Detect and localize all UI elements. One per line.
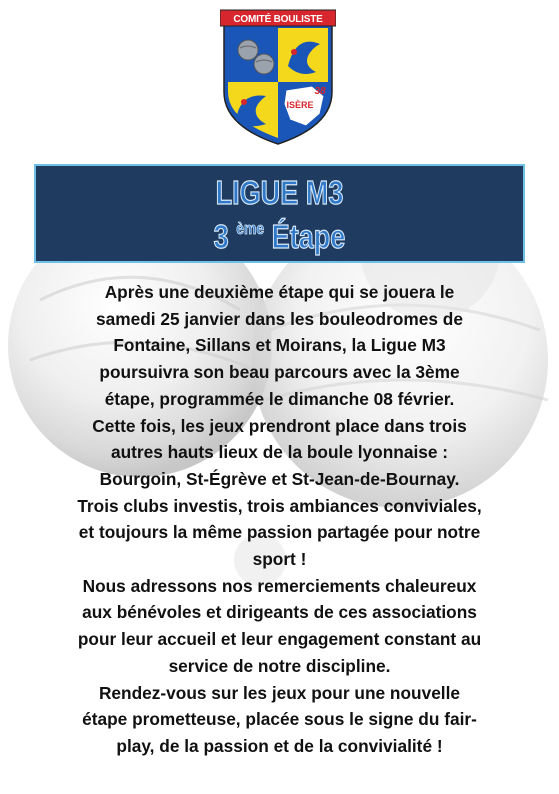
- title-league: LIGUE M3: [215, 174, 344, 211]
- body-line: et toujours la même passion partagée pour notre: [78, 522, 481, 543]
- body-line: samedi 25 janvier dans les bouleodromes de: [96, 308, 463, 329]
- title-box: [34, 164, 525, 263]
- body-line: Après une deuxième étape qui se jouera le: [104, 282, 455, 302]
- body-line: poursuivra son beau parcours avec la 3ème: [99, 362, 460, 383]
- body-line: aux bénévoles et dirigeants de ces associations: [82, 602, 477, 623]
- title-stage: [80, 211, 479, 255]
- body-line: Rendez-vous sur les jeux pour une nouvelle: [98, 682, 461, 703]
- body-line: sport !: [252, 549, 307, 570]
- body-text: [20, 279, 539, 760]
- body-line: étape prometteuse, placée sous le signe du fair-: [82, 709, 477, 730]
- logo-badge-number: 38: [314, 86, 326, 97]
- body-line: Trois clubs investis, trois ambiances conviviales,: [77, 495, 482, 516]
- logo-banner-text: COMITÉ BOULISTE: [233, 14, 323, 25]
- title-stage-number: 3: [213, 218, 229, 255]
- body-line: play, de la passion et de la convivialité !: [116, 735, 443, 756]
- comite-bouliste-isere-logo: [220, 8, 336, 146]
- title-stage-word: Étape: [271, 218, 346, 255]
- title-stage-superscript: ème: [236, 219, 265, 238]
- body-line: Fontaine, Sillans et Moirans, la Ligue M3: [113, 335, 446, 356]
- body-line: pour leur accueil et leur engagement constant au: [77, 629, 482, 650]
- body-line: Bourgoin, St-Égrève et St-Jean-de-Bournay.: [99, 468, 460, 489]
- body-line: Cette fois, les jeux prendront place dans trois: [92, 415, 467, 436]
- logo-badge-text: ISÈRE: [286, 100, 314, 110]
- body-line: service de notre discipline.: [168, 655, 391, 676]
- body-line: autres hauts lieux de la boule lyonnaise :: [110, 442, 449, 463]
- body-line: étape, programmée le dimanche 08 février.: [104, 388, 455, 409]
- body-line: Nous adressons nos remerciements chaleureux: [82, 575, 477, 596]
